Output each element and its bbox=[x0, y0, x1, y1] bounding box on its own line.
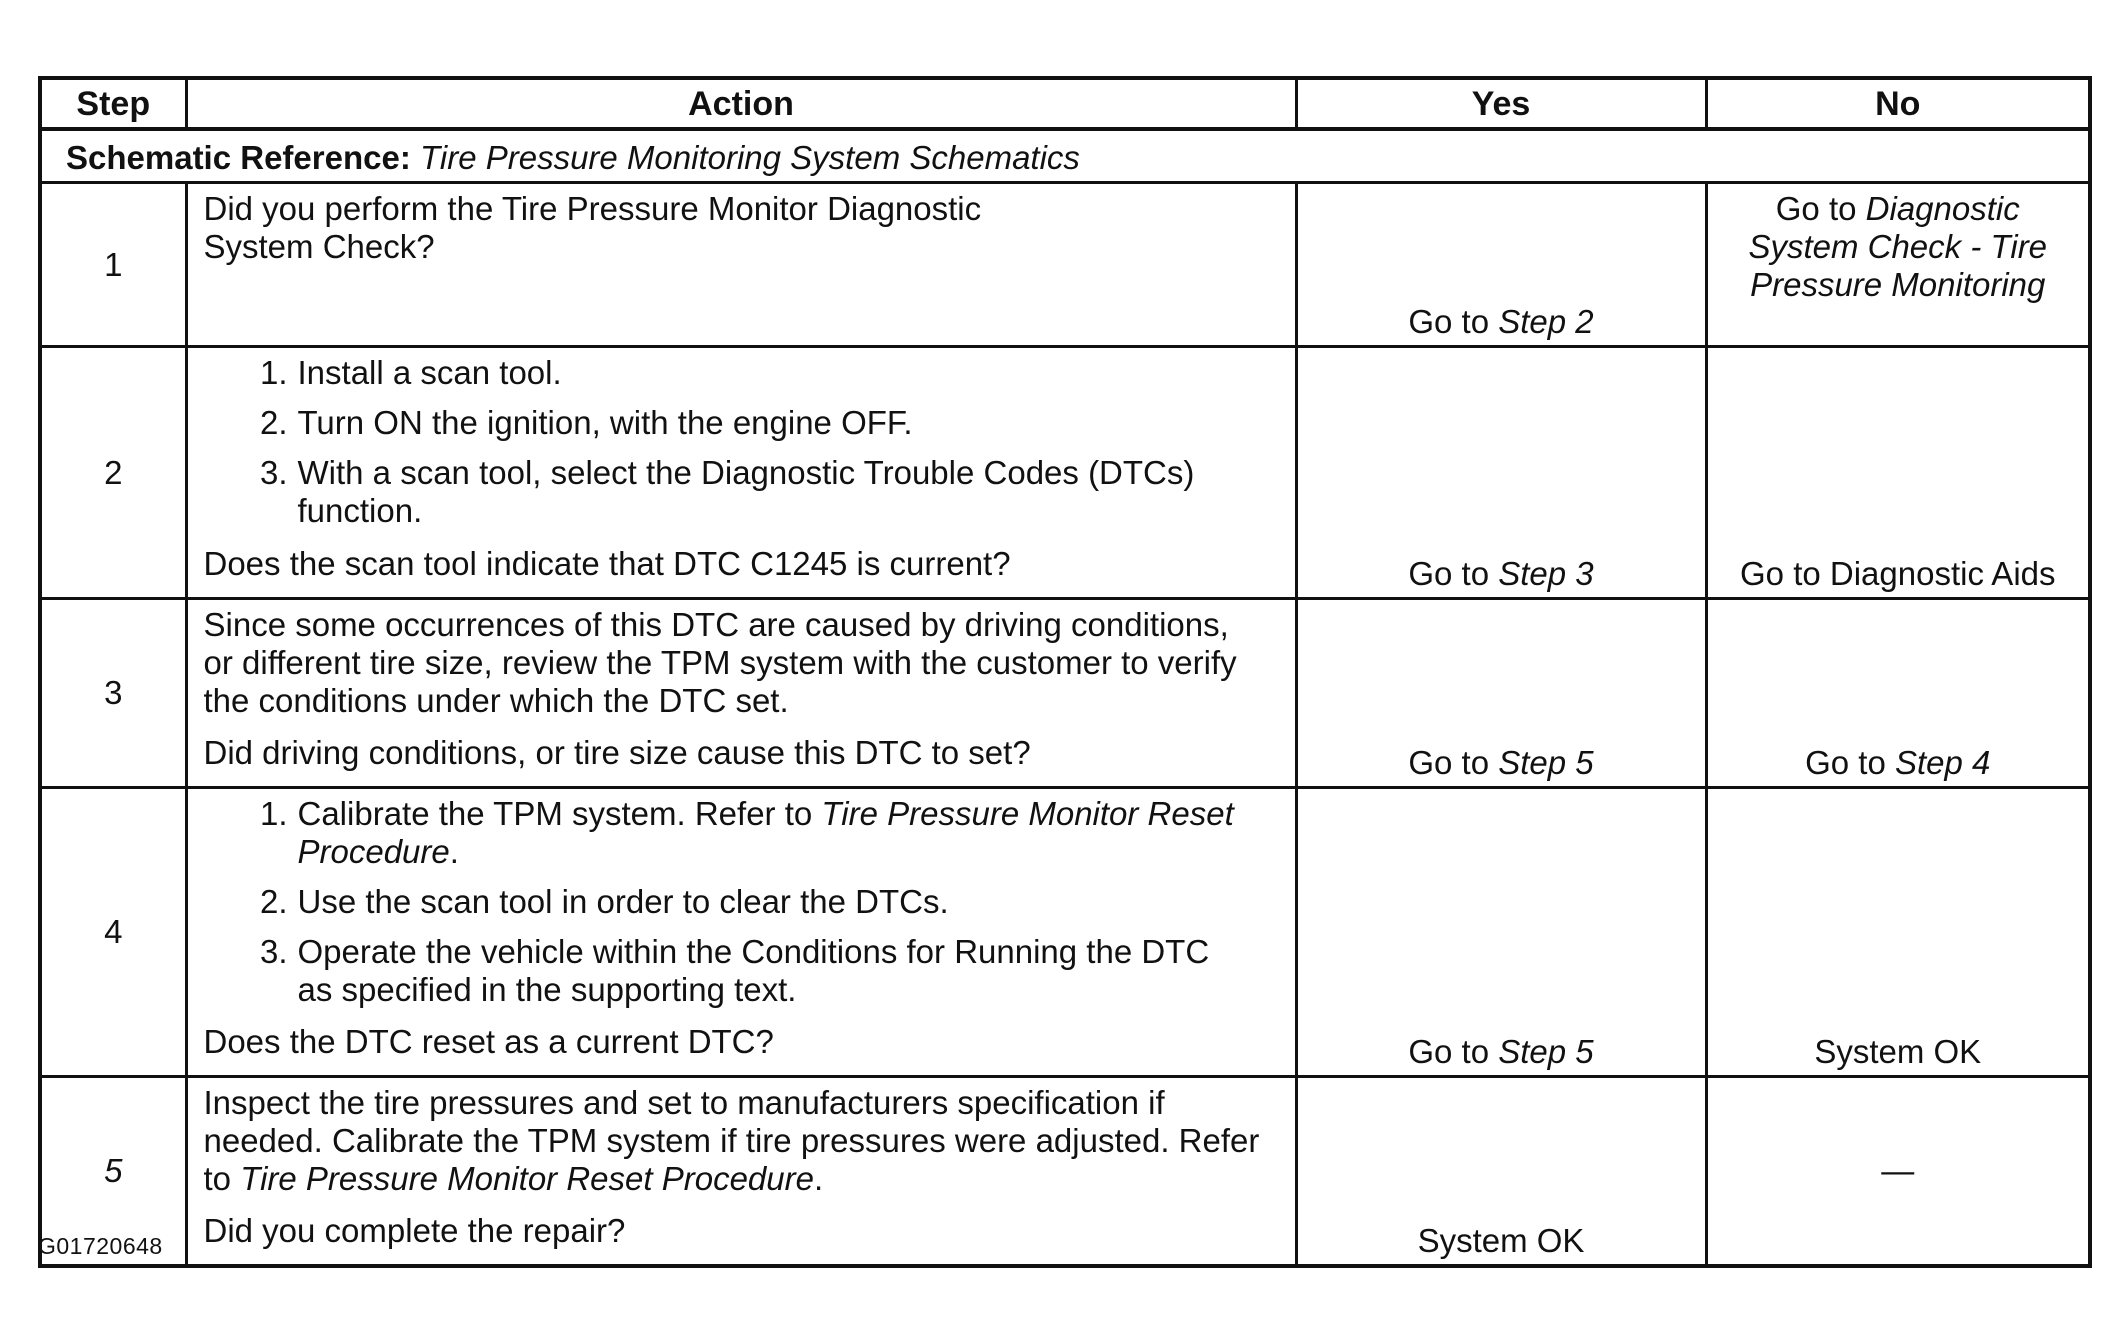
list-number: 1. bbox=[259, 354, 288, 391]
no-cell bbox=[1706, 347, 2090, 599]
yes-cell bbox=[1296, 599, 1706, 788]
action-steps bbox=[204, 354, 1281, 542]
header-step: Step bbox=[40, 78, 186, 129]
list-item bbox=[204, 454, 1281, 530]
action-cell bbox=[186, 1077, 1296, 1267]
action-question: Does the DTC reset as a current DTC? bbox=[203, 1023, 774, 1060]
list-text: With a scan tool, select the Diagnostic Trouble Codes (DTCs) function. bbox=[297, 454, 1195, 529]
header-action: Action bbox=[186, 78, 1296, 129]
yes-goto[interactable] bbox=[1298, 303, 1705, 341]
schematic-link[interactable]: Tire Pressure Monitoring System Schematics bbox=[420, 139, 1080, 176]
yes-cell bbox=[1296, 788, 1706, 1077]
schematic-reference bbox=[40, 129, 2090, 183]
step-number: 1 bbox=[40, 183, 186, 347]
no-result: System OK bbox=[1814, 1033, 1982, 1070]
step-link[interactable]: Step 5 bbox=[1498, 744, 1594, 781]
list-number: 3. bbox=[259, 933, 288, 970]
goto-prefix: Go to bbox=[1775, 190, 1857, 227]
diagnostic-table bbox=[38, 76, 2092, 1268]
goto-prefix: Go to bbox=[1408, 303, 1490, 340]
no-goto[interactable]: Go to Diagnostic Aids bbox=[1740, 555, 2056, 592]
no-cell bbox=[1706, 183, 2090, 347]
header-yes: Yes bbox=[1296, 78, 1706, 129]
yes-cell bbox=[1296, 1077, 1706, 1267]
list-number: 1. bbox=[259, 795, 288, 832]
yes-result: System OK bbox=[1417, 1222, 1585, 1259]
diagnostic-system-check-link[interactable]: Diagnostic System Check - Tire Pressure Monitoring bbox=[1748, 190, 2048, 303]
reset-procedure-link[interactable]: Tire Pressure Monitor Reset Procedure bbox=[240, 1160, 814, 1197]
list-item bbox=[204, 404, 1281, 442]
list-text: Operate the vehicle within the Conditions for Running the DTC as specified in the supporting text. bbox=[297, 933, 1210, 1008]
step-number: 4 bbox=[40, 788, 186, 1077]
goto-prefix: Go to bbox=[1408, 1033, 1490, 1070]
no-goto[interactable] bbox=[1708, 744, 2089, 782]
list-number: 3. bbox=[259, 454, 288, 491]
step-number: 3 bbox=[40, 599, 186, 788]
action-cell bbox=[186, 599, 1296, 788]
header-row bbox=[40, 78, 2090, 129]
table-row-step-3 bbox=[40, 599, 2090, 788]
action-cell bbox=[186, 788, 1296, 1077]
action-steps bbox=[204, 795, 1281, 1021]
list-text: Turn ON the ignition, with the engine OFF. bbox=[297, 404, 913, 441]
yes-cell bbox=[1296, 183, 1706, 347]
list-number: 2. bbox=[259, 404, 288, 441]
table-row-step-2 bbox=[40, 347, 2090, 599]
goto-prefix: Go to bbox=[1408, 555, 1490, 592]
action-text bbox=[204, 1084, 1281, 1198]
list-item bbox=[204, 795, 1281, 871]
list-text-suffix: . bbox=[449, 833, 459, 870]
action-text-suffix: . bbox=[813, 1160, 824, 1197]
list-text: Use the scan tool in order to clear the DTCs. bbox=[297, 883, 949, 920]
action-question: Did you perform the Tire Pressure Monitor Diagnostic System Check? bbox=[203, 190, 982, 265]
list-text: Install a scan tool. bbox=[297, 354, 562, 391]
list-text-part: Calibrate the TPM system. Refer to bbox=[297, 795, 813, 832]
yes-cell bbox=[1296, 347, 1706, 599]
step-link[interactable]: Step 5 bbox=[1498, 1033, 1594, 1070]
step-link[interactable]: Step 3 bbox=[1498, 555, 1594, 592]
list-item bbox=[204, 933, 1281, 1009]
step-link[interactable]: Step 4 bbox=[1894, 744, 1991, 781]
no-cell bbox=[1706, 1077, 2090, 1267]
action-question: Does the scan tool indicate that DTC C1245 is current? bbox=[203, 545, 1011, 582]
schematic-row bbox=[40, 129, 2090, 183]
action-question: Did you complete the repair? bbox=[203, 1212, 626, 1249]
action-cell bbox=[186, 183, 1296, 347]
schematic-label: Schematic Reference: bbox=[66, 139, 411, 176]
action-cell bbox=[186, 347, 1296, 599]
no-cell bbox=[1706, 788, 2090, 1077]
action-text: Since some occurrences of this DTC are caused by driving conditions, or different tire size, review the TPM system with the customer to verify the conditions under which the DTC set. bbox=[203, 606, 1237, 719]
action-text-part: Inspect the tire pressures and set to manufacturers specification if needed. Calibrate the TPM system if tire pressures were adjusted. Refer to bbox=[203, 1084, 1260, 1197]
yes-goto[interactable] bbox=[1298, 555, 1705, 593]
list-item bbox=[204, 354, 1281, 392]
list-number: 2. bbox=[259, 883, 288, 920]
step-link[interactable]: Step 2 bbox=[1498, 303, 1594, 340]
step-number: 5 bbox=[40, 1077, 186, 1267]
list-text bbox=[298, 795, 1281, 871]
table-row-step-1 bbox=[40, 183, 2090, 347]
no-dash: — bbox=[1881, 1152, 1915, 1189]
table-row-step-4 bbox=[40, 788, 2090, 1077]
figure-id: G01720648 bbox=[38, 1233, 163, 1259]
goto-prefix: Go to bbox=[1408, 744, 1490, 781]
header-no: No bbox=[1706, 78, 2090, 129]
table-row-step-5 bbox=[40, 1077, 2090, 1267]
reset-procedure-link[interactable]: Tire Pressure Monitor Reset Procedure bbox=[297, 795, 1234, 870]
no-cell bbox=[1706, 599, 2090, 788]
step-number: 2 bbox=[40, 347, 186, 599]
goto-prefix: Go to bbox=[1805, 744, 1886, 781]
action-question: Did driving conditions, or tire size cause this DTC to set? bbox=[203, 734, 1031, 771]
yes-goto[interactable] bbox=[1298, 744, 1705, 782]
list-item bbox=[204, 883, 1281, 921]
yes-goto[interactable] bbox=[1298, 1033, 1705, 1071]
